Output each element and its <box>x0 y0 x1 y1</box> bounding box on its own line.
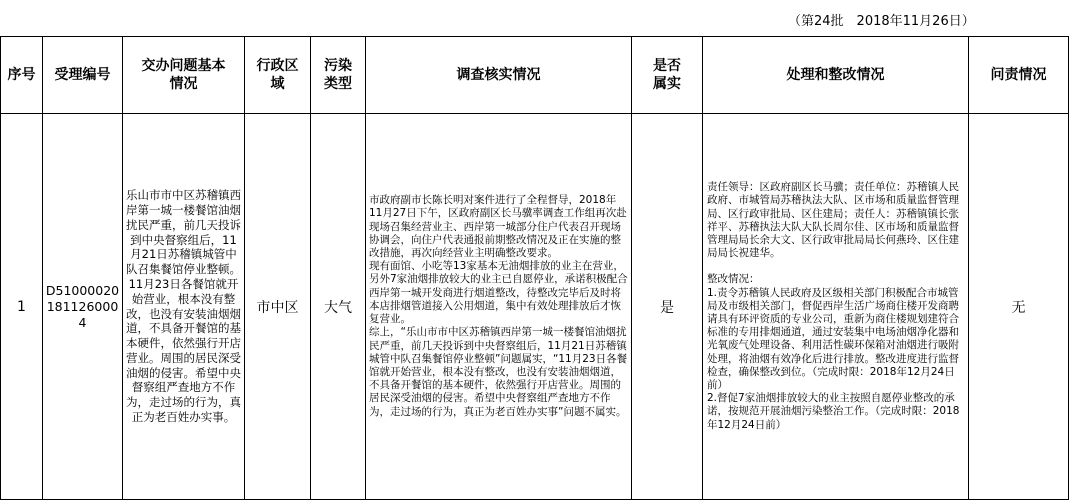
header-row <box>1 37 1069 114</box>
cell-seq: 1 <box>1 114 43 500</box>
handling-para: 1.责令苏稽镇人民政府及区级相关部门积极配合市城管局及市级相关部门，督促西岸生活广场商住楼开发商聘请具有环评资质的专业公司，重新为商住楼规划建符合标准的专用排烟通道，通过安装集中电场油烟净化器和光氧废气处理设备、利用活性碳环保箱对油烟进行吸附处理，将油烟有效净化后进行排放。整改进度进行监督检查，确保整改到位。（完成时限：2018年12月24日前） <box>707 286 959 392</box>
batch-note: （第24批 2018年11月26日） <box>788 14 975 29</box>
investigation-para: 现有面馆、小吃等13家基本无油烟排放的业主在营业，另外7家油烟排放较大的业主已自愿停业，承诺积极配合西岸第一城开发商进行烟道整改，待整改完毕后及时将本店排烟管道接入公用烟道，集中有效处理排放后才恢复营业。 <box>369 260 628 326</box>
handling-para: 2.督促7家油烟排放较大的业主按照自愿停业整改的承诺，按规范开展油烟污染整治工作。（完成时限：2018年12月24日前） <box>707 392 960 431</box>
cell-accountability: 无 <box>969 114 1069 500</box>
header-problem: 交办问题基本情况 <box>123 37 245 114</box>
cell-handling <box>703 114 969 500</box>
cell-verified: 是 <box>632 114 703 500</box>
header-receipt-no: 受理编号 <box>43 37 123 114</box>
investigation-para: 综上，“乐山市市中区苏稽镇西岸第一城一楼餐馆油烟扰民严重，前几天投诉到中央督察组后，11月21日苏稽镇城管中队召集餐馆停业整顿”问题属实，“11月23日各餐馆就开始营业，根本没有整改，也没有安装油烟烟道，不具备开餐馆的基本硬件，依然强行开店营业。周围的居民深受油烟的侵害。希望中央督察组严查地方不作为，走过场的行为，真正为老百姓办实事”问题不属实。 <box>369 326 628 418</box>
header-verified: 是否属实 <box>632 37 703 114</box>
header-pollution: 污染类型 <box>311 37 366 114</box>
header-handling: 处理和整改情况 <box>703 37 969 114</box>
header-seq: 序号 <box>1 37 43 114</box>
cell-receipt-no: D510000201811260004 <box>43 114 123 500</box>
cell-problem: 乐山市市中区苏稽镇西岸第一城一楼餐馆油烟扰民严重，前几天投诉到中央督察组后，11月21日苏稽镇城管中队召集餐馆停业整顿。11月23日各餐馆就开始营业，根本没有整改，也没有安装油烟烟道，不具备开餐馆的基本硬件，依然强行开店营业。周围的居民深受油烟的侵害。希望中央督察组严查地方不作为，走过场的行为，真正为老百姓办实事。 <box>123 114 245 500</box>
header-investigation: 调查核实情况 <box>366 37 632 114</box>
handling-para: 整改情况： <box>707 273 760 286</box>
investigation-para: 市政府副市长陈长明对案件进行了全程督导，2018年11月27日下午，区政府副区长马骥率调查工作组再次赴现场召集经营业主、西岸第一城部分住户代表召开现场协调会，向住户代表通报前期整改情况及正在实施的整改措施，再次向经营业主明确整改要求。 <box>369 194 627 260</box>
inspection-table <box>0 36 1069 500</box>
header-accountability: 问责情况 <box>969 37 1069 114</box>
handling-para: 责任领导：区政府副区长马骥；责任单位：苏稽镇人民政府、市城管局苏稽执法大队、区市场和质量监督管理局、区行政审批局、区住建局；责任人：苏稽镇镇长张祥平、苏稽执法大队大队长周尔佳、区市场和质量监督管理局局长余大文、区行政审批局局长何燕玲、区住建局局长祝建华。 <box>707 181 959 260</box>
cell-pollution: 大气 <box>311 114 366 500</box>
table-row <box>1 114 1069 500</box>
cell-district: 市中区 <box>245 114 311 500</box>
cell-investigation <box>366 114 632 500</box>
header-district: 行政区域 <box>245 37 311 114</box>
